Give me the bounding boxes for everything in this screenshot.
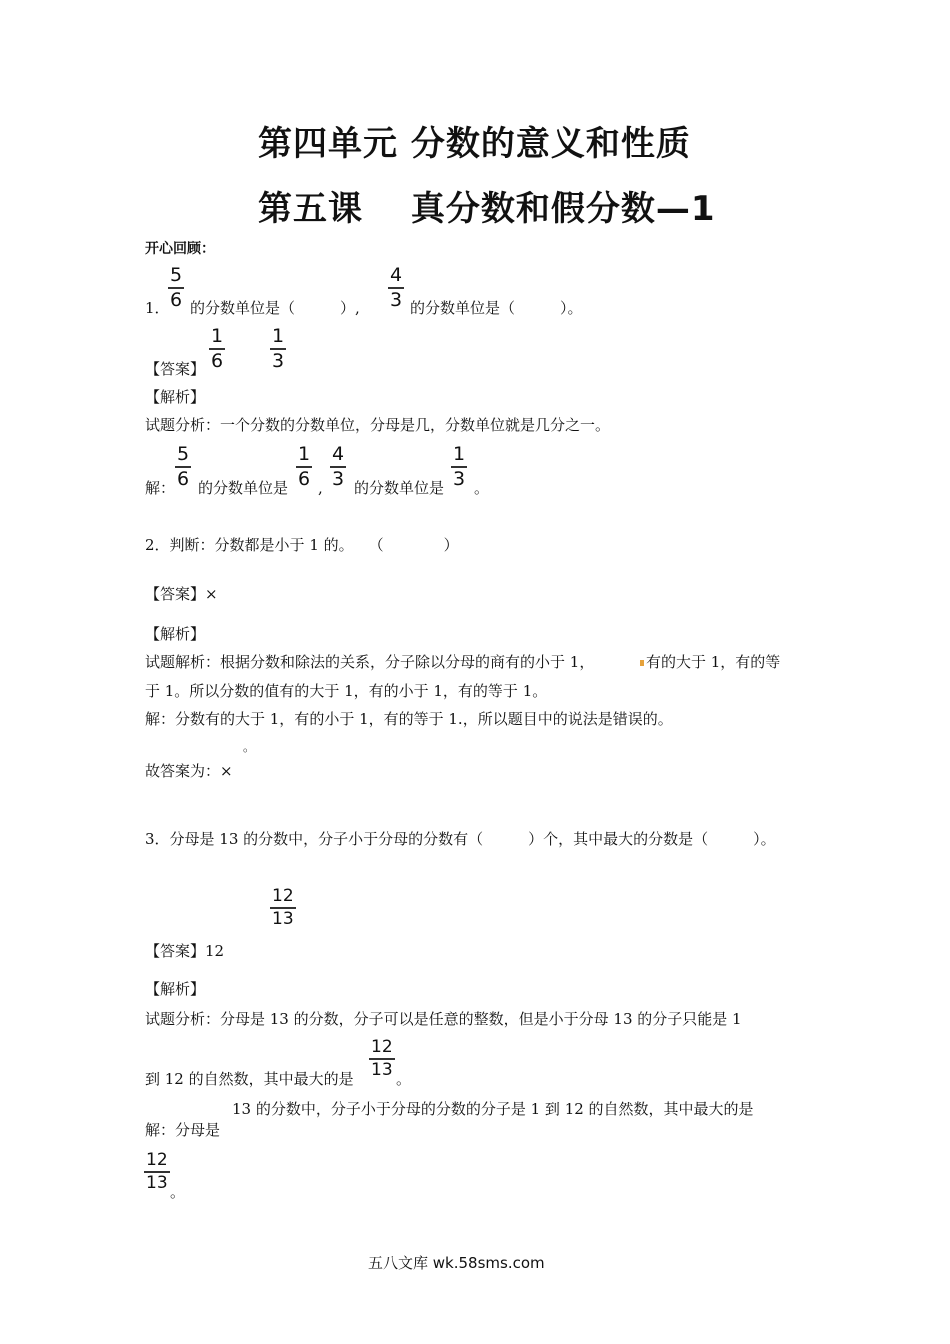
q3-answer-fraction: 12 13 [272,886,294,929]
q2-final-answer: 故答案为：× [145,762,233,780]
q1-solution-fraction-1: 5 6 [177,443,190,490]
q1-answer-fraction-b: 1 3 [272,325,285,372]
q3-analysis-line-2: 到 12 的自然数，其中最大的是 [145,1070,354,1088]
q3-solution-line-b: 解：分母是 [145,1121,221,1139]
q3-analysis-line-1: 试题分析：分母是 13 的分数，分子可以是任意的整数，但是小于分母 13 的分子只能是 1 [145,1010,742,1028]
q1-analysis-text: 试题分析：一个分数的分数单位，分母是几，分数单位就是几分之一。 [145,416,611,434]
q1-solution-fraction-3: 4 3 [332,443,345,490]
q1-text-a: 的分数单位是（ ）, [190,299,360,317]
q1-solution-text-2: 的分数单位是 [354,479,445,497]
q1-solution-comma: , [318,479,323,497]
q1-solution-prefix: 解： [145,479,176,497]
q2-analysis-line-1b: 有的大于 1，有的等 [646,653,781,671]
q1-solution-fraction-4: 1 3 [453,443,466,490]
q3-analysis-fraction: 12 13 [371,1037,393,1080]
section-label: 开心回顾： [145,241,215,257]
q1-fraction-b: 4 3 [390,264,403,311]
q1-solution-text-1: 的分数单位是 [198,479,289,497]
q1-solution-end: 。 [474,479,490,497]
lesson-title: 第五课 真分数和假分数—1 [258,189,716,229]
q2-analysis-line-1a: 试题解析：根据分数和除法的关系，分子除以分母的商有的小于 1， [145,653,595,671]
q3-analysis-end: 。 [396,1070,412,1088]
footer-watermark: 五八文库 wk.58sms.com [368,1254,545,1272]
q1-text-b: 的分数单位是（ ）。 [410,299,583,317]
q1-solution-fraction-2: 1 6 [298,443,311,490]
q3-answer: 【答案】12 [145,942,225,960]
q1-fraction-a: 5 6 [170,264,183,311]
q2-question: 2．判断：分数都是小于 1 的。 （ ） [145,536,459,554]
q1-analysis-label: 【解析】 [145,388,206,406]
q1-answer-fraction-a: 1 6 [211,325,224,372]
q3-solution-fraction: 12 13 [146,1150,168,1193]
q1-answer-label: 【答案】 [145,360,206,378]
q2-analysis-label: 【解析】 [145,625,206,643]
q1-number: 1． [145,299,170,317]
q2-analysis-line-2: 于 1。所以分数的值有的大于 1，有的小于 1，有的等于 1。 [145,682,548,700]
page-title: 第四单元 分数的意义和性质 [258,124,691,164]
highlight-mark [640,660,644,666]
q2-small-mark: 。 [243,740,256,754]
q3-solution-line-a: 13 的分数中，分子小于分母的分数的分子是 1 到 12 的自然数，其中最大的是 [232,1100,754,1118]
q3-analysis-label: 【解析】 [145,980,206,998]
q3-question: 3．分母是 13 的分数中，分子小于分母的分数有（ ）个，其中最大的分数是（ ）。 [145,830,776,848]
q2-answer: 【答案】× [145,585,218,603]
q2-solution: 解：分数有的大于 1，有的小于 1，有的等于 1.，所以题目中的说法是错误的。 [145,710,673,728]
q3-solution-end: 。 [170,1183,186,1201]
